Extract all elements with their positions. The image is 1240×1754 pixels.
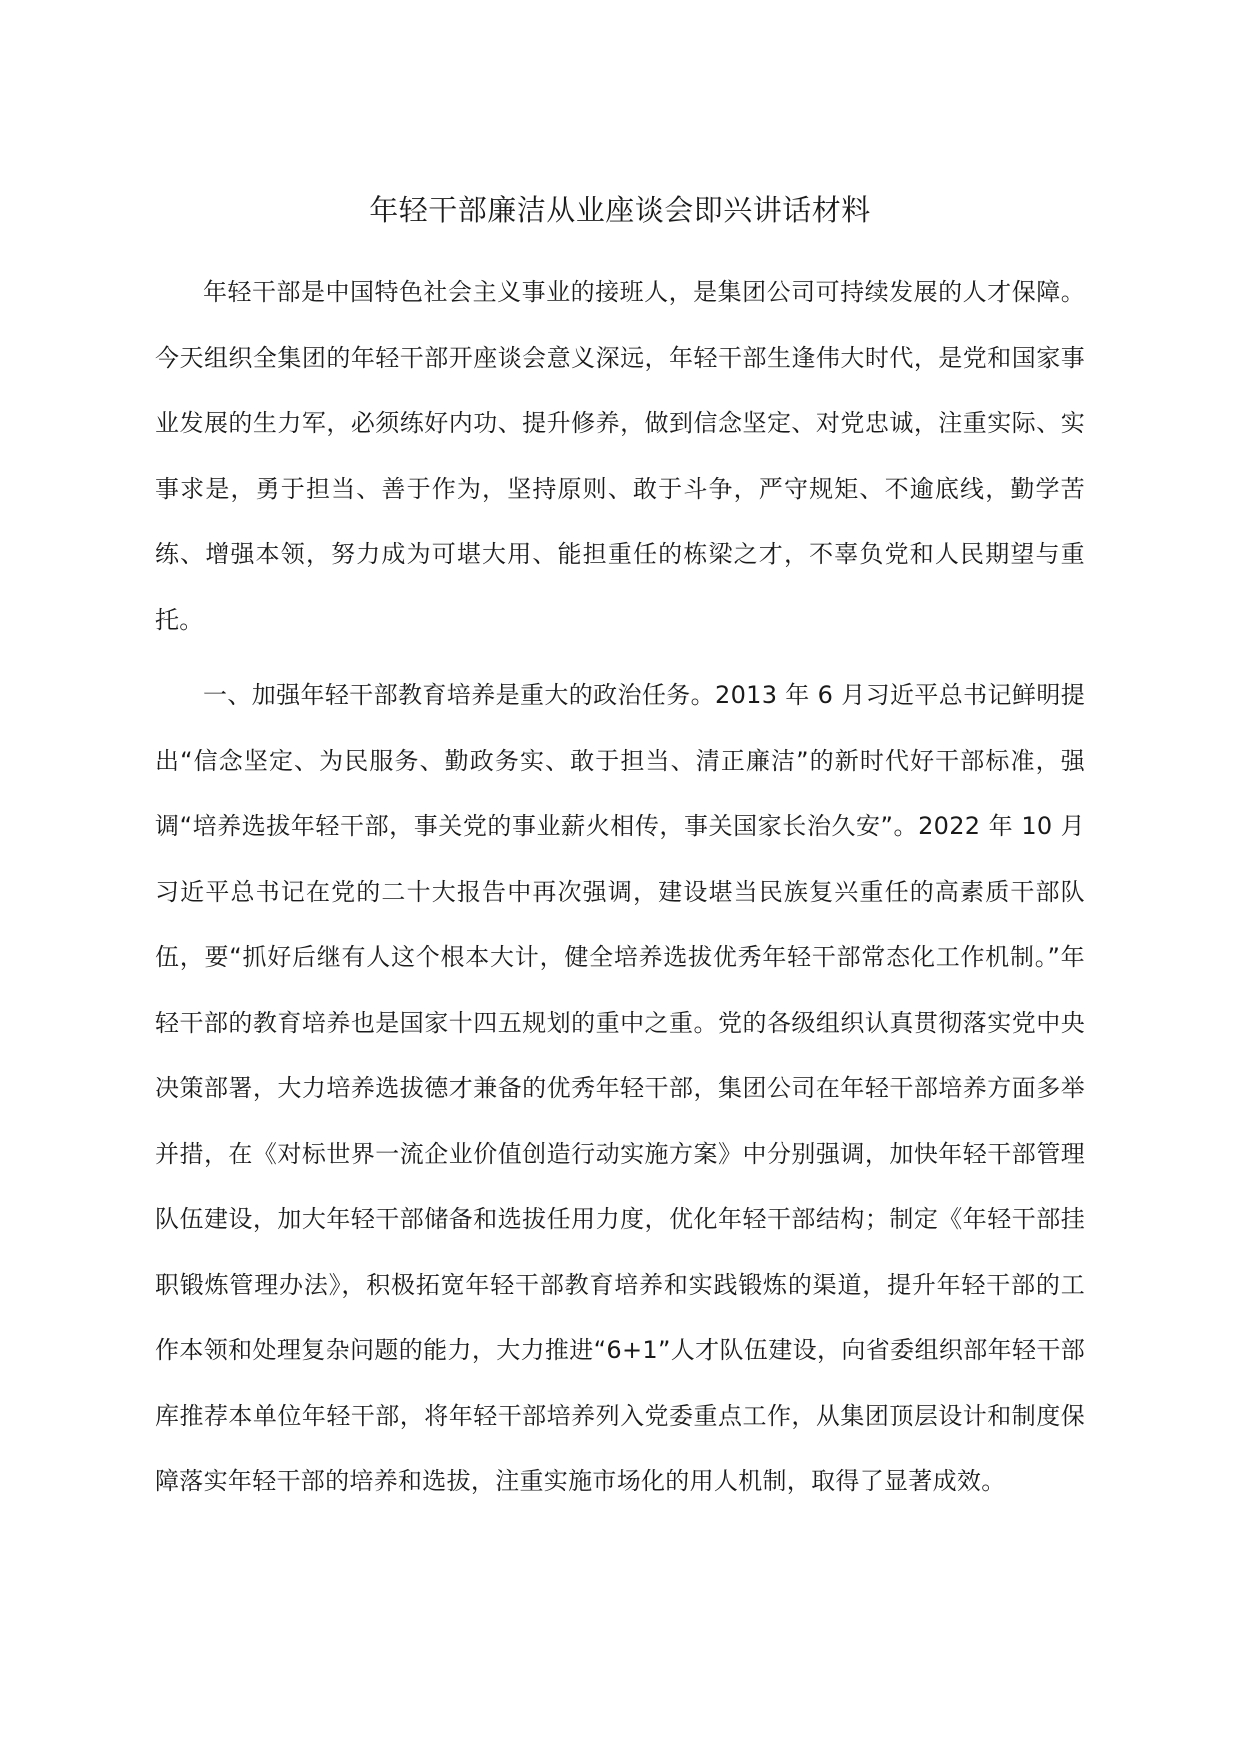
paragraph-section-one: 一、加强年轻干部教育培养是重大的政治任务。2013 年 6 月习近平总书记鲜明提出“信念坚定、为民服务、勤政务实、敢于担当、清正廉洁”的新时代好干部标准，强调“培养选拔年轻干部，事关党的事业薪火相传，事关国家长治久安”。2022 年 10 月习近平总书记在党的二十大报告中再次强调，建设堪当民族复兴重任的高素质干部队伍，要“抓好后继有人这个根本大计，健全培养选拔优秀年轻干部常态化工作机制。”年轻干部的教育培养也是国家十四五规划的重中之重。党的各级组织认真贯彻落实党中央决策部署，大力培养选拔德才兼备的优秀年轻干部，集团公司在年轻干部培养方面多举并措，在《对标世界一流企业价值创造行动实施方案》中分别强调，加快年轻干部管理队伍建设，加大年轻干部储备和选拔任用力度，优化年轻干部结构；制定《年轻干部挂职锻炼管理办法》，积极拓宽年轻干部教育培养和实践锻炼的渠道，提升年轻干部的工作本领和处理复杂问题的能力，大力推进“6+1”人才队伍建设，向省委组织部年轻干部库推荐本单位年轻干部，将年轻干部培养列入党委重点工作，从集团顶层设计和制度保障落实年轻干部的培养和选拔，注重实施市场化的用人机制，取得了显著成效。 <box>155 681 1085 1495</box>
document-title: 年轻干部廉洁从业座谈会即兴讲话材料 <box>369 193 871 227</box>
paragraph-intro: 年轻干部是中国特色社会主义事业的接班人，是集团公司可持续发展的人才保障。今天组织全集团的年轻干部开座谈会意义深远，年轻干部生逢伟大时代，是党和国家事业发展的生力军，必须练好内功、提升修养，做到信念坚定、对党忠诚，注重实际、实事求是，勇于担当、善于作为，坚持原则、敢于斗争，严守规矩、不逾底线，勤学苦练、增强本领，努力成为可堪大用、能担重任的栋梁之才，不辜负党和人民期望与重托。 <box>155 278 1085 634</box>
